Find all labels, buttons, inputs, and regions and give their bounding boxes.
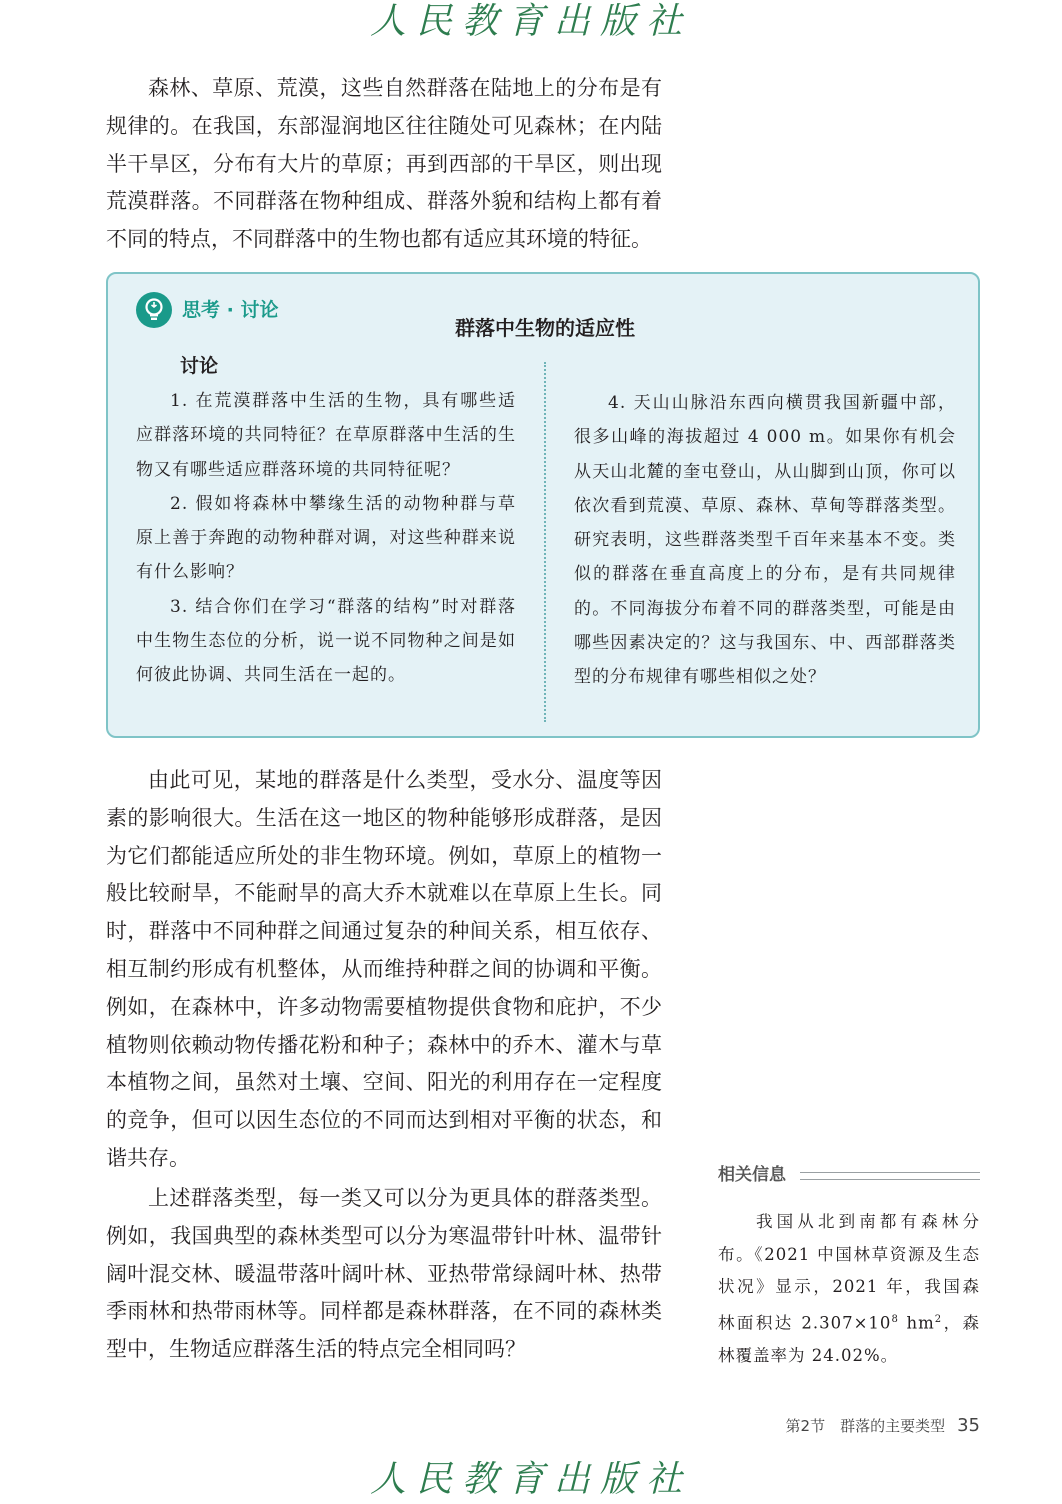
question-1: 1. 在荒漠群落中生活的生物，具有哪些适应群落环境的共同特征？在草原群落中生活的生物又有哪些适应群落环境的共同特征呢？: [136, 391, 516, 480]
sidebar-text: [718, 1206, 980, 1372]
body-paragraph-2: 由此可见，某地的群落是什么类型，受水分、温度等因素的影响很大。生活在这一地区的物种能够形成群落，是因为它们都能适应所处的非生物环境。例如，草原上的植物一般比较耐旱，不能耐旱的高大乔木就难以在草原上生长。同时，群落中不同种群之间通过复杂的种间关系，相互依存、相互制约形成有机整体，从而维持种群之间的协调和平衡。例如，在森林中，许多动物需要植物提供食物和庇护，不少植物则依赖动物传播花粉和种子；森林中的乔木、灌木与草本植物之间，虽然对土壤、空间、阳光的利用存在一定程度的竞争，但可以因生态位的不同而达到相对平衡的状态，和谐共存。: [106, 768, 662, 1170]
body-paragraph-1: 森林、草原、荒漠，这些自然群落在陆地上的分布是有规律的。在我国，东部湿润地区往往随处可见森林；在内陆半干旱区，分布有大片的草原；再到西部的干旱区，则出现荒漠群落。不同群落在物种组成、群落外貌和结构上都有着不同的特点，不同群落中的生物也都有适应其环境的特征。: [106, 76, 662, 252]
page-number: 35: [957, 1415, 980, 1436]
discussion-label: 思考 · 讨论: [182, 299, 279, 321]
discussion-title: 群落中生物的适应性: [455, 316, 635, 340]
sidebar-unit: hm: [898, 1313, 935, 1332]
question-2: 2. 假如将森林中攀缘生活的动物种群与草原上善于奔跑的动物种群对调，对这些种群来说有什么影响？: [136, 493, 516, 583]
column-divider: [544, 362, 546, 722]
publisher-logo-bottom: 人民教育出版社: [369, 1459, 692, 1500]
discussion-column-left: [136, 384, 516, 693]
discussion-subtitle: 讨论: [180, 355, 219, 377]
exponent-8: 8: [891, 1313, 899, 1325]
body-paragraph-3: 上述群落类型，每一类又可以分为更具体的群落类型。例如，我国典型的森林类型可以分为寒温带针叶林、温带针阔叶混交林、暖温带落叶阔叶林、亚热带常绿阔叶林、热带季雨林和热带雨林等。同样都是森林群落，在不同的森林类型中，生物适应群落生活的特点完全相同吗？: [106, 1186, 662, 1362]
footer-section: 第2节 群落的主要类型: [785, 1417, 946, 1435]
publisher-logo-top: 人民教育出版社: [369, 1, 692, 42]
sidebar-rule: [800, 1172, 980, 1180]
discussion-box: [106, 272, 980, 738]
sidebar-text-part-1: 我国从北到南都有森林分布。《2021 中国林草资源及生态状况》显示，2021 年，我国森林面积达 2.307×10: [718, 1212, 980, 1332]
sidebar-title: 相关信息: [718, 1165, 786, 1185]
exponent-2: 2: [934, 1313, 943, 1325]
page-footer: [786, 1414, 980, 1438]
sidebar-text-part-2: ，森林覆盖率为 24.02%。: [718, 1313, 980, 1365]
question-4: 4. 天山山脉沿东西向横贯我国新疆中部，很多山峰的海拔超过 4 000 m。如果你有机会从天山北麓的奎屯登山，从山脚到山顶，你可以依次看到荒漠、草原、森林、草甸等群落类型。研究表明，这些群落类型千百年来基本不变。类似的群落在垂直高度上的分布，是有共同规律的。不同海拔分布着不同的群落类型，可能是由哪些因素决定的？这与我国东、中、西部群落类型的分布规律有哪些相似之处？: [574, 393, 956, 688]
question-3: 3. 结合你们在学习“群落的结构”时对群落中生物生态位的分析，说一说不同物种之间是如何彼此协调、共同生活在一起的。: [136, 596, 516, 686]
discussion-column-right: [574, 386, 956, 695]
